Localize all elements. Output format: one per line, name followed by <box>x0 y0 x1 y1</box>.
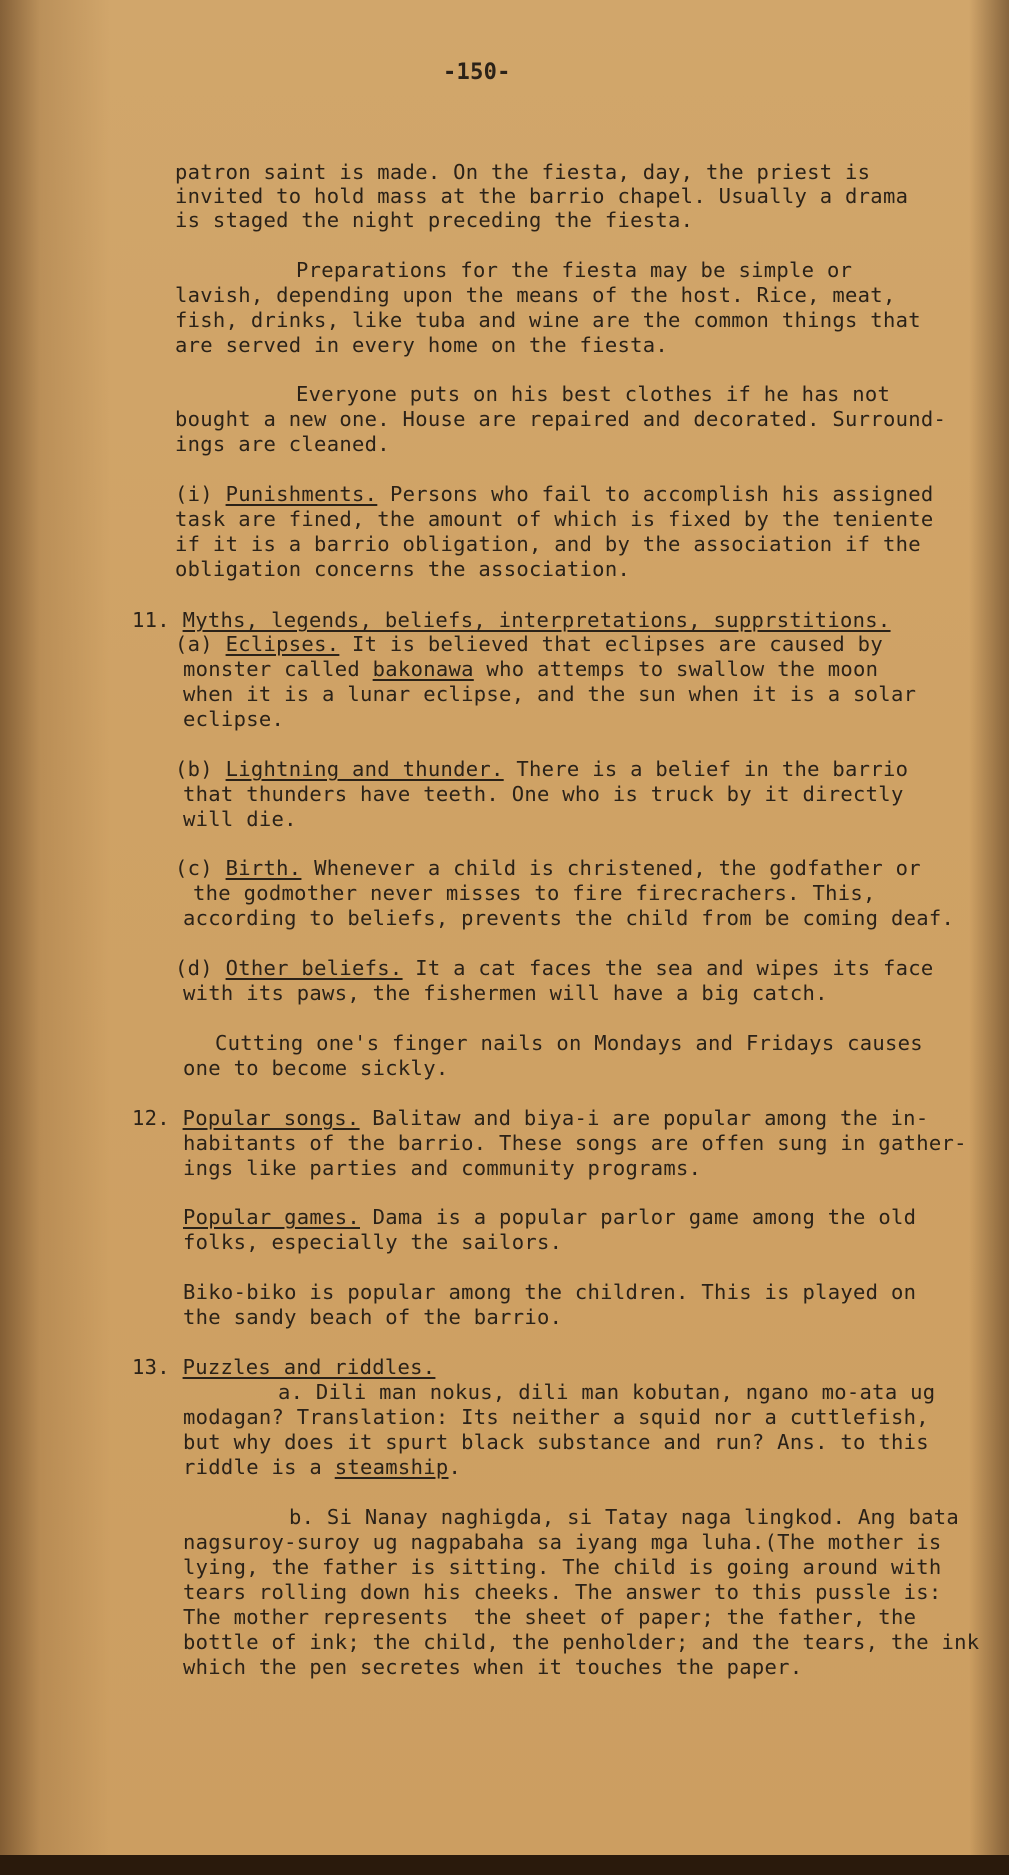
text-line: is staged the night preceding the fiesta. <box>175 208 694 232</box>
text-fragment: Whenever a child is christened, the godfather or <box>301 856 921 880</box>
eclipses-label: Eclipses. <box>225 632 340 656</box>
item-marker: (i) <box>175 482 226 506</box>
text-line: with its paws, the fishermen will have a big catch. <box>183 981 828 1005</box>
section-12-first-line <box>132 1106 928 1131</box>
popular-games-line <box>183 1205 916 1230</box>
text-line: will die. <box>183 807 297 831</box>
text-line: task are fined, the amount of which is fixed by the teniente <box>175 507 934 531</box>
lightning-label: Lightning and thunder. <box>225 757 504 781</box>
text-line: which the pen secretes when it touches the paper. <box>183 1655 803 1679</box>
text-line: bought a new one. House are repaired and decorated. Surround- <box>175 407 947 431</box>
text-line: eclipse. <box>183 707 285 731</box>
text-line: The mother represents the sheet of paper; the father, the <box>183 1605 917 1629</box>
page-bottom-edge <box>0 1855 1009 1875</box>
eclipses-second-line <box>183 657 878 682</box>
text-line: the sandy beach of the barrio. <box>183 1305 563 1329</box>
text-fragment: Persons who fail to accomplish his assigned <box>377 482 934 506</box>
text-line: one to become sickly. <box>183 1056 449 1080</box>
text-line: that thunders have teeth. One who is truck by it directly <box>183 782 904 806</box>
text-line: the godmother never misses to fire firecrachers. This, <box>193 881 876 905</box>
other-beliefs-label: Other beliefs. <box>225 956 403 980</box>
item-marker: (a) <box>175 632 226 656</box>
section-title: Puzzles and riddles. <box>182 1355 436 1379</box>
text-line: a. Dili man nokus, dili man kobutan, ngano mo-ata ug <box>278 1380 936 1404</box>
punishments-first-line <box>175 482 934 507</box>
text-line: Cutting one's finger nails on Mondays and Fridays causes <box>215 1031 923 1055</box>
section-11-heading <box>132 608 891 633</box>
popular-songs-label: Popular songs. <box>182 1106 360 1130</box>
text-line: if it is a barrio obligation, and by the association if the <box>175 532 921 556</box>
text-fragment: . <box>448 1455 462 1479</box>
eclipses-first-line <box>175 632 883 657</box>
text-fragment: It a cat faces the sea and wipes its face <box>402 956 934 980</box>
text-fragment: monster called <box>183 657 373 681</box>
text-line: ings are cleaned. <box>175 432 390 456</box>
section-number: 12. <box>132 1106 183 1130</box>
item-marker: (b) <box>175 757 226 781</box>
text-line: bottle of ink; the child, the penholder; and the tears, the ink <box>183 1630 980 1654</box>
other-beliefs-first-line <box>175 956 934 981</box>
text-line: Preparations for the fiesta may be simple or <box>296 258 853 282</box>
page-number: -150- <box>443 60 511 85</box>
lightning-first-line <box>175 757 908 782</box>
text-line: modagan? Translation: Its neither a squid nor a cuttlefish, <box>183 1405 929 1429</box>
text-line: tears rolling down his cheeks. The answer to this pussle is: <box>183 1580 942 1604</box>
text-line: obligation concerns the association. <box>175 557 631 581</box>
text-line: folks, especially the sailors. <box>183 1230 563 1254</box>
item-marker: (c) <box>175 856 226 880</box>
text-fragment: riddle is a <box>183 1455 335 1479</box>
text-line: habitants of the barrio. These songs are offen sung in gather- <box>183 1131 967 1155</box>
text-fragment: who attemps to swallow the moon <box>473 657 879 681</box>
riddle-answer: steamship <box>334 1455 449 1479</box>
text-line: lying, the father is sitting. The child is going around with <box>183 1555 942 1579</box>
section-title: Myths, legends, beliefs, interpretations, supprstitions. <box>182 608 891 632</box>
text-fragment: It is believed that eclipses are caused by <box>339 632 883 656</box>
text-line: b. Si Nanay naghigda, si Tatay naga lingkod. Ang bata <box>289 1505 960 1529</box>
popular-games-label: Popular games. <box>183 1205 360 1229</box>
text-line: when it is a lunar eclipse, and the sun when it is a solar <box>183 682 917 706</box>
text-fragment: Dama is a popular parlor game among the old <box>360 1205 917 1229</box>
text-line: but why does it spurt black substance and run? Ans. to this <box>183 1430 929 1454</box>
section-number: 13. <box>132 1355 183 1379</box>
text-line: Biko-biko is popular among the children. This is played on <box>183 1280 917 1304</box>
text-line: Everyone puts on his best clothes if he has not <box>296 382 891 406</box>
section-13-heading <box>132 1355 435 1380</box>
text-line: invited to hold mass at the barrio chapel. Usually a drama <box>175 184 909 208</box>
item-marker: (d) <box>175 956 226 980</box>
birth-first-line <box>175 856 921 881</box>
text-line: patron saint is made. On the fiesta, day, the priest is <box>175 160 871 184</box>
section-number: 11. <box>132 608 183 632</box>
text-line: nagsuroy-suroy ug nagpabaha sa iyang mga luha.(The mother is <box>183 1530 942 1554</box>
text-fragment: There is a belief in the barrio <box>503 757 909 781</box>
riddle-a-last-line <box>183 1455 461 1480</box>
text-line: lavish, depending upon the means of the host. Rice, meat, <box>175 283 896 307</box>
text-line: are served in every home on the fiesta. <box>175 333 669 357</box>
text-line: ings like parties and community programs. <box>183 1156 702 1180</box>
text-line: fish, drinks, like tuba and wine are the common things that <box>175 308 921 332</box>
bakonawa-term: bakonawa <box>372 657 474 681</box>
punishments-label: Punishments. <box>225 482 378 506</box>
text-line: according to beliefs, prevents the child from be coming deaf. <box>183 906 955 930</box>
birth-label: Birth. <box>225 856 302 880</box>
text-fragment: Balitaw and biya-i are popular among the in- <box>359 1106 929 1130</box>
